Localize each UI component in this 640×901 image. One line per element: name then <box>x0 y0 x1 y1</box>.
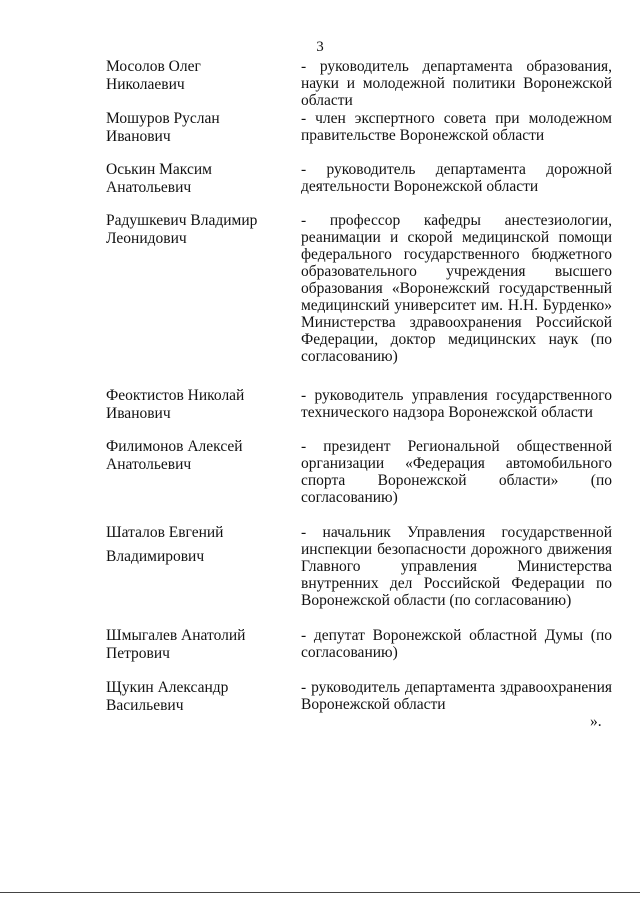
role-line: Воронежской области (по согласованию) <box>301 592 572 609</box>
member-role <box>301 212 612 365</box>
role-line: - руководитель департамента дорожной <box>301 161 612 178</box>
role-line: образовательного учреждения высшего <box>301 263 612 280</box>
member-name <box>106 627 291 663</box>
role-line: - руководитель управления государственного <box>301 387 612 404</box>
member-role <box>301 110 612 144</box>
page-number: 3 <box>316 39 324 55</box>
member-surname-line: Мошуров Руслан <box>106 110 220 127</box>
role-line: спорта Воронежской области» (по <box>301 472 612 489</box>
role-line: технического надзора Воронежской области <box>301 404 593 421</box>
member-patronymic-line: Анатольевич <box>106 179 192 196</box>
member-name <box>106 438 291 474</box>
member-name <box>106 524 291 566</box>
role-line: - руководитель департамента здравоохранения <box>301 679 612 696</box>
role-line: области <box>301 92 353 109</box>
role-line: - президент Региональной общественной <box>301 438 612 455</box>
role-line: Воронежской области <box>301 696 446 713</box>
member-role <box>301 524 612 609</box>
member-name <box>106 58 291 94</box>
member-name <box>106 161 291 197</box>
member-name <box>106 212 291 248</box>
member-surname-line: Оськин Максим <box>106 161 212 178</box>
role-line: согласованию) <box>301 348 398 365</box>
role-line: Федерации, доктор медицинских наук (по <box>301 331 612 348</box>
role-line: - профессор кафедры анестезиологии, <box>301 212 612 229</box>
member-surname-line: Щукин Александр <box>106 679 229 696</box>
member-patronymic-line: Иванович <box>106 128 171 145</box>
role-line: согласованию) <box>301 644 398 661</box>
role-line: Министерства здравоохранения Российской <box>301 314 612 331</box>
role-line: согласованию) <box>301 489 398 506</box>
member-patronymic-line: Васильевич <box>106 697 184 714</box>
member-patronymic-line: Анатольевич <box>106 456 192 473</box>
member-surname-line: Мосолов Олег <box>106 58 201 75</box>
member-surname-line: Радушкевич Владимир <box>106 212 258 229</box>
member-role <box>301 679 612 713</box>
page-bottom-rule <box>0 892 640 893</box>
role-line: медицинский университет им. Н.Н. Бурденко» <box>301 297 612 314</box>
role-line: правительстве Воронежской области <box>301 127 545 144</box>
member-patronymic-line: Леонидович <box>106 230 187 247</box>
member-role <box>301 438 612 506</box>
member-patronymic-line: Владимирович <box>106 548 205 565</box>
role-line: организации «Федерация автомобильного <box>301 455 612 472</box>
member-surname-line: Шаталов Евгений <box>106 524 224 541</box>
role-line: - член экспертного совета при молодежном <box>301 110 612 127</box>
role-line: реанимации и скорой медицинской помощи <box>301 229 612 246</box>
role-line: деятельности Воронежской области <box>301 178 539 195</box>
member-name <box>106 110 291 146</box>
member-name <box>106 679 291 715</box>
role-line: - депутат Воронежской областной Думы (по <box>301 627 612 644</box>
role-line: образования «Воронежский государственный <box>301 280 612 297</box>
role-line: инспекции безопасности дорожного движения <box>301 541 612 558</box>
member-role <box>301 58 612 109</box>
closing-quote: ». <box>590 713 602 730</box>
member-surname-line: Шмыгалев Анатолий <box>106 627 246 644</box>
member-surname-line: Феоктистов Николай <box>106 387 245 404</box>
member-patronymic-line: Николаевич <box>106 76 185 93</box>
role-line: - начальник Управления государственной <box>301 524 612 541</box>
member-name <box>106 387 291 423</box>
member-patronymic-line: Петрович <box>106 645 170 662</box>
role-line: Главного управления Министерства <box>301 558 612 575</box>
member-role <box>301 161 612 195</box>
role-line: науки и молодежной политики Воронежской <box>301 75 612 92</box>
member-surname-line: Филимонов Алексей <box>106 438 243 455</box>
role-line: внутренних дел Российской Федерации по <box>301 575 612 592</box>
member-role <box>301 387 612 421</box>
role-line: - руководитель департамента образования, <box>301 58 612 75</box>
role-line: федерального государственного бюджетного <box>301 246 612 263</box>
member-role <box>301 627 612 661</box>
member-patronymic-line: Иванович <box>106 405 171 422</box>
